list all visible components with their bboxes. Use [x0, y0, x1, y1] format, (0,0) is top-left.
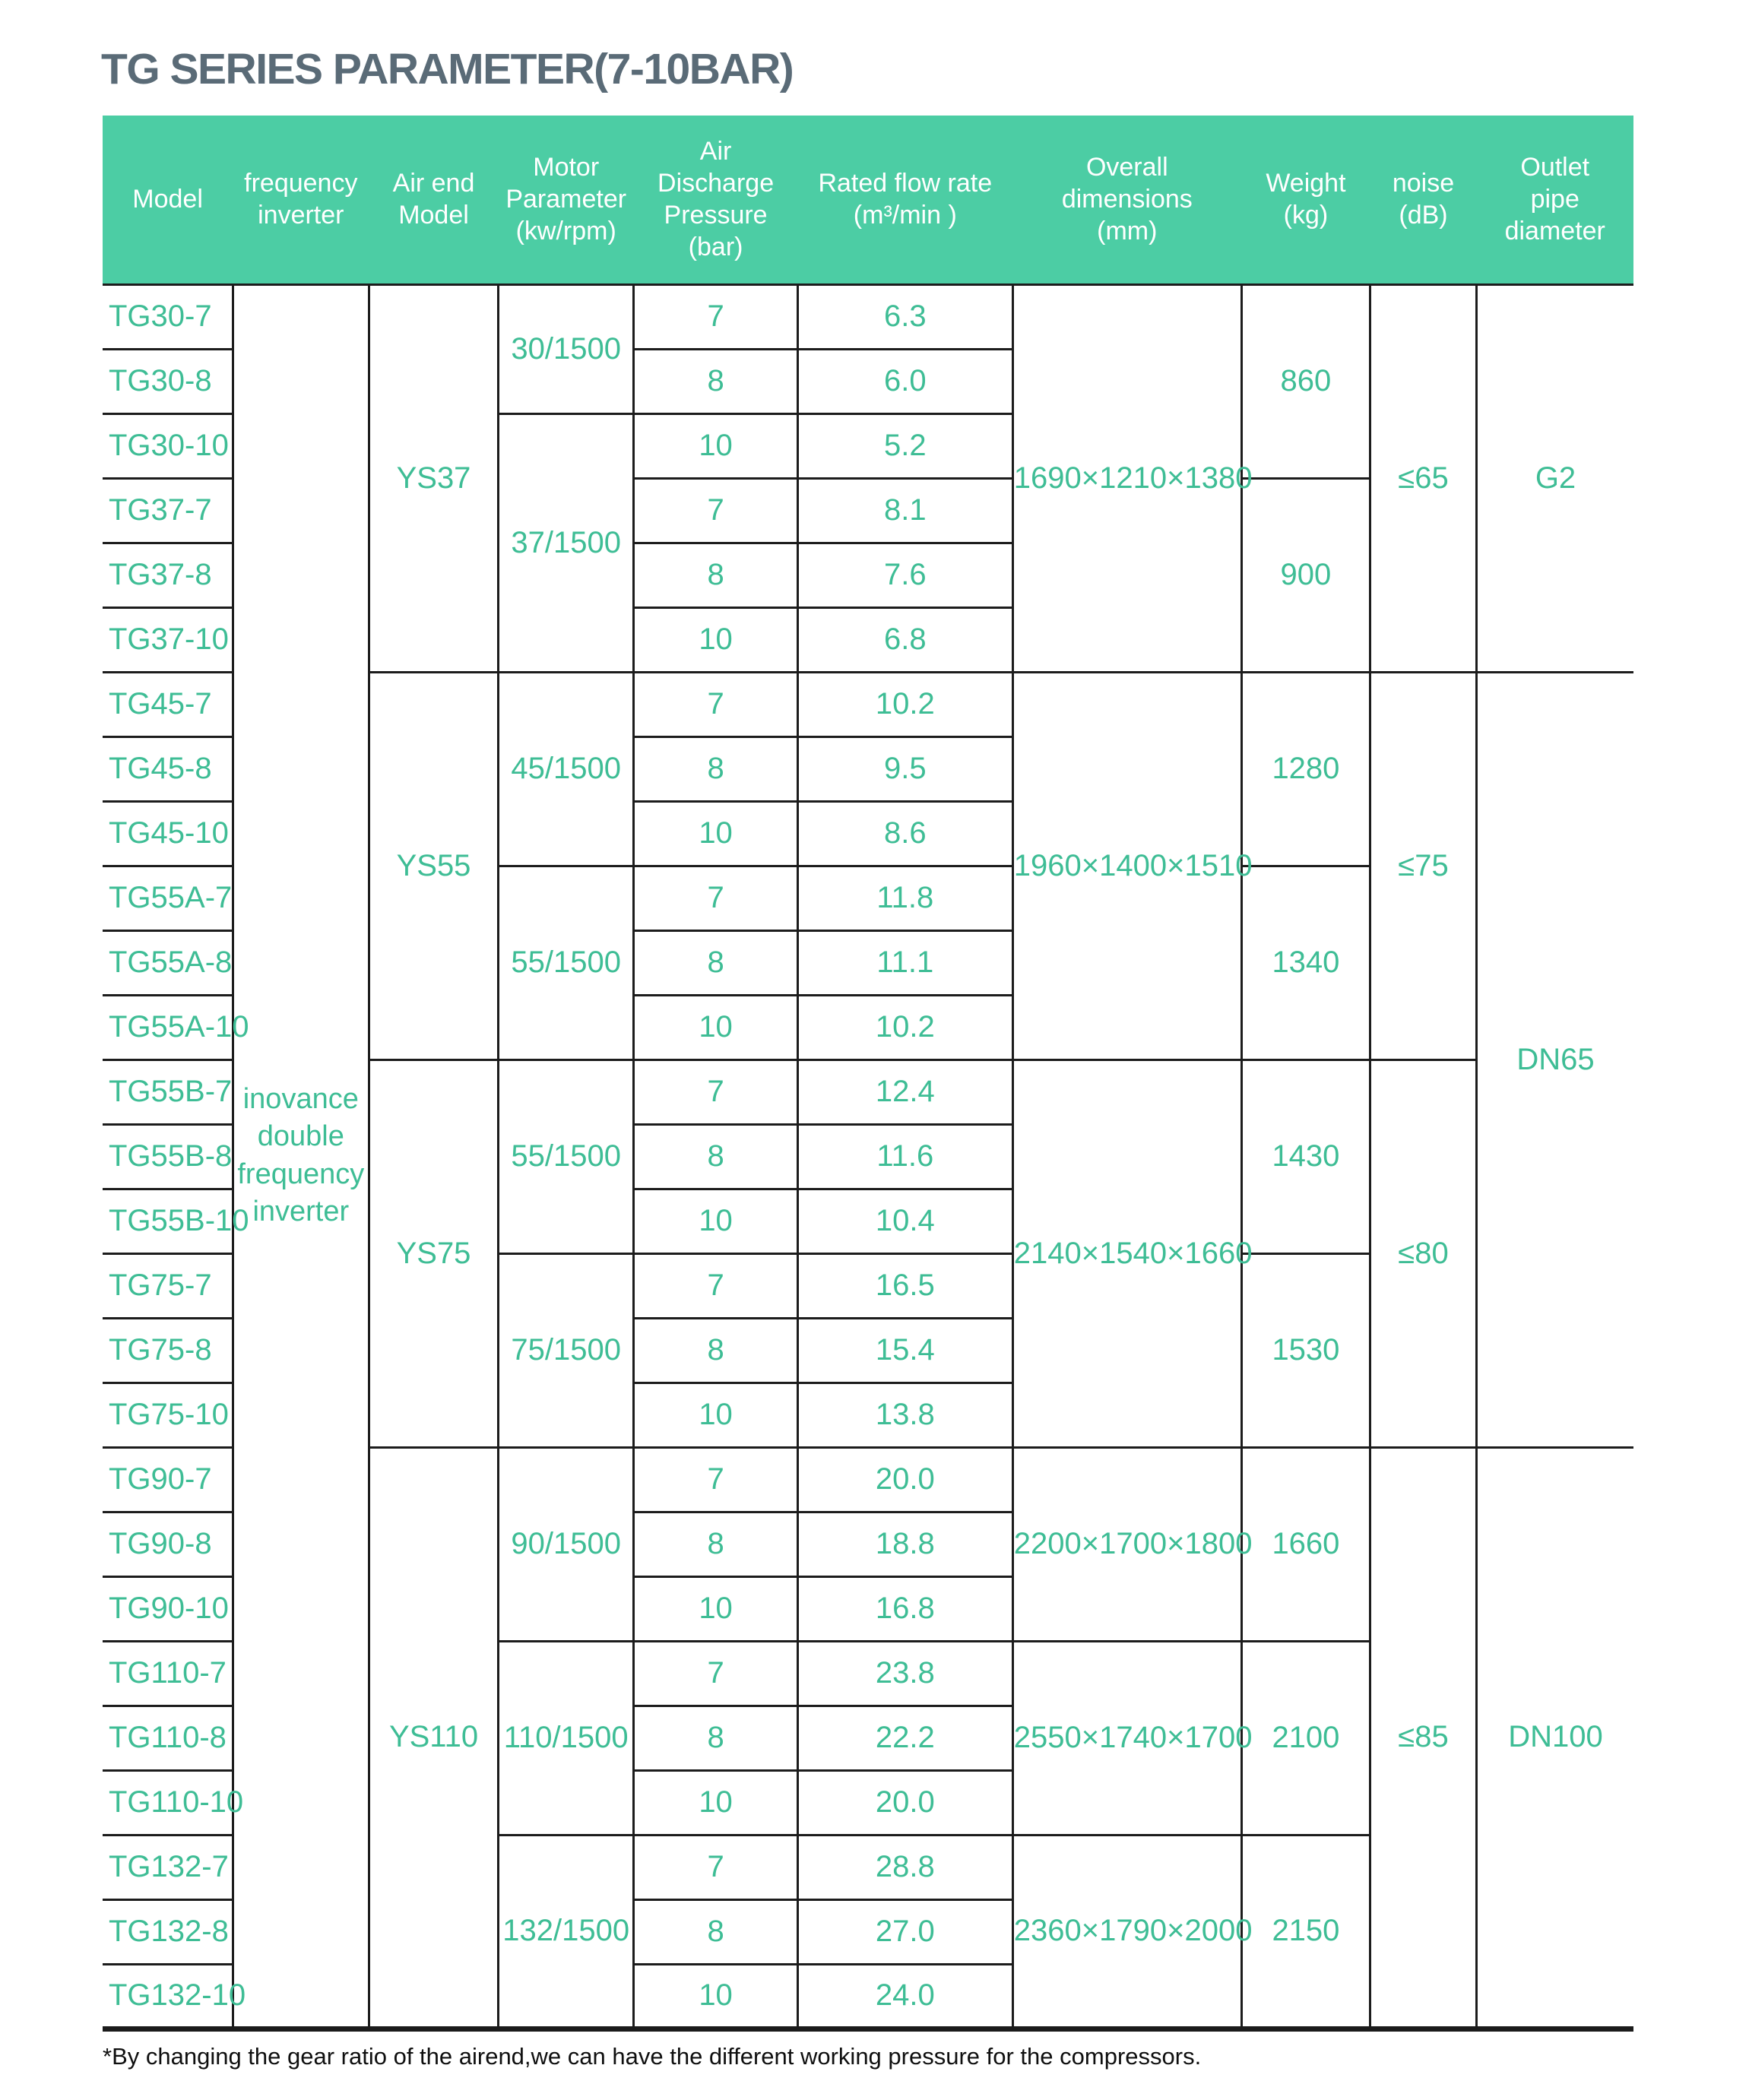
- header-air-end-model-line: Model: [398, 201, 469, 230]
- model-cell: TG30-8: [103, 349, 233, 413]
- model-cell: TG37-7: [103, 478, 233, 543]
- weight-cell: 1530: [1241, 1253, 1370, 1447]
- model-cell: TG55A-7: [103, 866, 233, 930]
- header-noise-line: (dB): [1399, 201, 1448, 230]
- header-noise-line: noise: [1392, 169, 1455, 198]
- header-motor-parameter-line: Parameter: [505, 185, 627, 214]
- model-cell: TG132-7: [103, 1835, 233, 1899]
- discharge-pressure-cell: 7: [634, 1641, 797, 1706]
- table-body: [103, 284, 1633, 2029]
- model-cell: TG110-10: [103, 1770, 233, 1835]
- motor-parameter-cell: 132/1500: [499, 1835, 634, 2029]
- air-end-model-cell: YS75: [369, 1060, 498, 1447]
- model-cell: TG37-10: [103, 607, 233, 672]
- model-cell: TG30-10: [103, 413, 233, 478]
- rated-flow-rate-cell: 6.8: [797, 607, 1012, 672]
- model-cell: TG37-8: [103, 543, 233, 607]
- header-frequency-inverter: [233, 116, 369, 284]
- motor-parameter-cell: 55/1500: [499, 1060, 634, 1253]
- header-rated-flow-rate: [797, 116, 1012, 284]
- rated-flow-rate-cell: 11.8: [797, 866, 1012, 930]
- header-discharge-pressure-line: (bar): [688, 233, 743, 262]
- rated-flow-rate-cell: 10.4: [797, 1189, 1012, 1253]
- rated-flow-rate-cell: 20.0: [797, 1770, 1012, 1835]
- discharge-pressure-cell: 7: [634, 672, 797, 736]
- motor-parameter-cell: 30/1500: [499, 284, 634, 413]
- noise-cell: ≤80: [1370, 1060, 1477, 1447]
- header-frequency-inverter-line: frequency: [244, 169, 358, 198]
- overall-dimensions-cell: 1960×1400×1510: [1012, 672, 1241, 1060]
- model-cell: TG55B-7: [103, 1060, 233, 1124]
- model-cell: TG132-8: [103, 1899, 233, 1964]
- model-cell: TG90-10: [103, 1576, 233, 1641]
- discharge-pressure-cell: 8: [634, 1706, 797, 1770]
- discharge-pressure-cell: 10: [634, 1576, 797, 1641]
- weight-cell: 900: [1241, 478, 1370, 672]
- discharge-pressure-cell: 7: [634, 478, 797, 543]
- discharge-pressure-cell: 8: [634, 736, 797, 801]
- model-cell: TG90-8: [103, 1512, 233, 1576]
- motor-parameter-cell: 75/1500: [499, 1253, 634, 1447]
- rated-flow-rate-cell: 8.1: [797, 478, 1012, 543]
- air-end-model-cell: YS55: [369, 672, 498, 1060]
- rated-flow-rate-cell: 6.0: [797, 349, 1012, 413]
- discharge-pressure-cell: 10: [634, 413, 797, 478]
- motor-parameter-cell: 45/1500: [499, 672, 634, 866]
- header-motor-parameter-line: Motor: [533, 153, 600, 182]
- header-overall-dimensions-line: dimensions: [1061, 185, 1193, 214]
- rated-flow-rate-cell: 10.2: [797, 995, 1012, 1060]
- rated-flow-rate-cell: 18.8: [797, 1512, 1012, 1576]
- discharge-pressure-cell: 10: [634, 607, 797, 672]
- header-air-end-model-line: Air end: [392, 169, 475, 198]
- footnote: *By changing the gear ratio of the airend,we can have the different working pressure for the compressors.: [103, 2043, 1202, 2070]
- spec-table: [103, 116, 1633, 2032]
- noise-cell: ≤85: [1370, 1447, 1477, 2029]
- rated-flow-rate-cell: 5.2: [797, 413, 1012, 478]
- model-cell: TG132-10: [103, 1964, 233, 2029]
- header-frequency-inverter-line: inverter: [258, 201, 344, 230]
- header-air-end-model: [369, 116, 498, 284]
- discharge-pressure-cell: 8: [634, 1512, 797, 1576]
- header-overall-dimensions: [1012, 116, 1241, 284]
- table-row: [103, 284, 1633, 349]
- header-weight-line: Weight: [1266, 169, 1346, 198]
- motor-parameter-cell: 110/1500: [499, 1641, 634, 1835]
- weight-cell: 2100: [1241, 1641, 1370, 1835]
- rated-flow-rate-cell: 28.8: [797, 1835, 1012, 1899]
- model-cell: TG110-7: [103, 1641, 233, 1706]
- model-cell: TG45-10: [103, 801, 233, 866]
- rated-flow-rate-cell: 20.0: [797, 1447, 1012, 1512]
- discharge-pressure-cell: 7: [634, 1253, 797, 1318]
- model-cell: TG75-10: [103, 1383, 233, 1447]
- discharge-pressure-cell: 10: [634, 1964, 797, 2029]
- model-cell: TG55B-10: [103, 1189, 233, 1253]
- outlet-pipe-diameter-cell: DN100: [1476, 1447, 1633, 2029]
- header-weight-line: (kg): [1283, 201, 1329, 230]
- motor-parameter-cell: 90/1500: [499, 1447, 634, 1641]
- header-discharge-pressure: [634, 116, 797, 284]
- rated-flow-rate-cell: 10.2: [797, 672, 1012, 736]
- frequency-inverter-cell: inovance double frequency inverter: [233, 284, 369, 2029]
- model-cell: TG55A-10: [103, 995, 233, 1060]
- overall-dimensions-cell: 2200×1700×1800: [1012, 1447, 1241, 1641]
- rated-flow-rate-cell: 6.3: [797, 284, 1012, 349]
- overall-dimensions-cell: 2360×1790×2000: [1012, 1835, 1241, 2029]
- header-outlet-pipe-diameter: [1476, 116, 1633, 284]
- weight-cell: 860: [1241, 284, 1370, 478]
- header-weight: [1241, 116, 1370, 284]
- rated-flow-rate-cell: 8.6: [797, 801, 1012, 866]
- discharge-pressure-cell: 8: [634, 543, 797, 607]
- header-row: [103, 116, 1633, 284]
- weight-cell: 1430: [1241, 1060, 1370, 1253]
- discharge-pressure-cell: 10: [634, 1383, 797, 1447]
- outlet-pipe-diameter-cell: G2: [1476, 284, 1633, 672]
- discharge-pressure-cell: 8: [634, 349, 797, 413]
- rated-flow-rate-cell: 12.4: [797, 1060, 1012, 1124]
- discharge-pressure-cell: 7: [634, 866, 797, 930]
- noise-cell: ≤75: [1370, 672, 1477, 1060]
- rated-flow-rate-cell: 27.0: [797, 1899, 1012, 1964]
- model-cell: TG55A-8: [103, 930, 233, 995]
- rated-flow-rate-cell: 16.8: [797, 1576, 1012, 1641]
- overall-dimensions-cell: 1690×1210×1380: [1012, 284, 1241, 672]
- rated-flow-rate-cell: 7.6: [797, 543, 1012, 607]
- outlet-pipe-diameter-cell: DN65: [1476, 672, 1633, 1447]
- header-discharge-pressure-line: Discharge: [657, 169, 775, 198]
- table-header: [103, 116, 1633, 284]
- weight-cell: 2150: [1241, 1835, 1370, 2029]
- rated-flow-rate-cell: 23.8: [797, 1641, 1012, 1706]
- page-title: TG SERIES PARAMETER(7-10BAR): [101, 45, 794, 93]
- discharge-pressure-cell: 10: [634, 1189, 797, 1253]
- rated-flow-rate-cell: 16.5: [797, 1253, 1012, 1318]
- rated-flow-rate-cell: 11.1: [797, 930, 1012, 995]
- rated-flow-rate-cell: 24.0: [797, 1964, 1012, 2029]
- discharge-pressure-cell: 7: [634, 1835, 797, 1899]
- header-discharge-pressure-line: Air: [699, 136, 732, 166]
- discharge-pressure-cell: 10: [634, 995, 797, 1060]
- discharge-pressure-cell: 7: [634, 1060, 797, 1124]
- model-cell: TG75-8: [103, 1318, 233, 1383]
- header-noise: [1370, 116, 1477, 284]
- air-end-model-cell: YS110: [369, 1447, 498, 2029]
- header-motor-parameter-line: (kw/rpm): [515, 217, 616, 246]
- discharge-pressure-cell: 10: [634, 1770, 797, 1835]
- discharge-pressure-cell: 8: [634, 930, 797, 995]
- header-outlet-pipe-diameter-line: diameter: [1504, 217, 1605, 246]
- weight-cell: 1340: [1241, 866, 1370, 1060]
- motor-parameter-cell: 37/1500: [499, 413, 634, 672]
- motor-parameter-cell: 55/1500: [499, 866, 634, 1060]
- discharge-pressure-cell: 8: [634, 1318, 797, 1383]
- header-rated-flow-rate-line: Rated flow rate: [818, 169, 993, 198]
- discharge-pressure-cell: 7: [634, 284, 797, 349]
- model-cell: TG110-8: [103, 1706, 233, 1770]
- weight-cell: 1660: [1241, 1447, 1370, 1641]
- header-model: [103, 116, 233, 284]
- rated-flow-rate-cell: 22.2: [797, 1706, 1012, 1770]
- rated-flow-rate-cell: 11.6: [797, 1124, 1012, 1189]
- rated-flow-rate-cell: 13.8: [797, 1383, 1012, 1447]
- model-cell: TG90-7: [103, 1447, 233, 1512]
- overall-dimensions-cell: 2550×1740×1700: [1012, 1641, 1241, 1835]
- header-outlet-pipe-diameter-line: pipe: [1530, 185, 1579, 214]
- discharge-pressure-cell: 8: [634, 1124, 797, 1189]
- discharge-pressure-cell: 8: [634, 1899, 797, 1964]
- header-outlet-pipe-diameter-line: Outlet: [1520, 153, 1590, 182]
- model-cell: TG30-7: [103, 284, 233, 349]
- rated-flow-rate-cell: 15.4: [797, 1318, 1012, 1383]
- weight-cell: 1280: [1241, 672, 1370, 866]
- model-cell: TG45-8: [103, 736, 233, 801]
- discharge-pressure-cell: 7: [634, 1447, 797, 1512]
- discharge-pressure-cell: 10: [634, 801, 797, 866]
- header-overall-dimensions-line: (mm): [1097, 217, 1158, 246]
- air-end-model-cell: YS37: [369, 284, 498, 672]
- header-motor-parameter: [499, 116, 634, 284]
- overall-dimensions-cell: 2140×1540×1660: [1012, 1060, 1241, 1447]
- noise-cell: ≤65: [1370, 284, 1477, 672]
- rated-flow-rate-cell: 9.5: [797, 736, 1012, 801]
- header-rated-flow-rate-line: (m³/min ): [853, 201, 957, 230]
- header-overall-dimensions-line: Overall: [1085, 153, 1168, 182]
- model-cell: TG45-7: [103, 672, 233, 736]
- header-discharge-pressure-line: Pressure: [664, 201, 768, 230]
- model-cell: TG75-7: [103, 1253, 233, 1318]
- header-model-line: Model: [132, 185, 203, 214]
- model-cell: TG55B-8: [103, 1124, 233, 1189]
